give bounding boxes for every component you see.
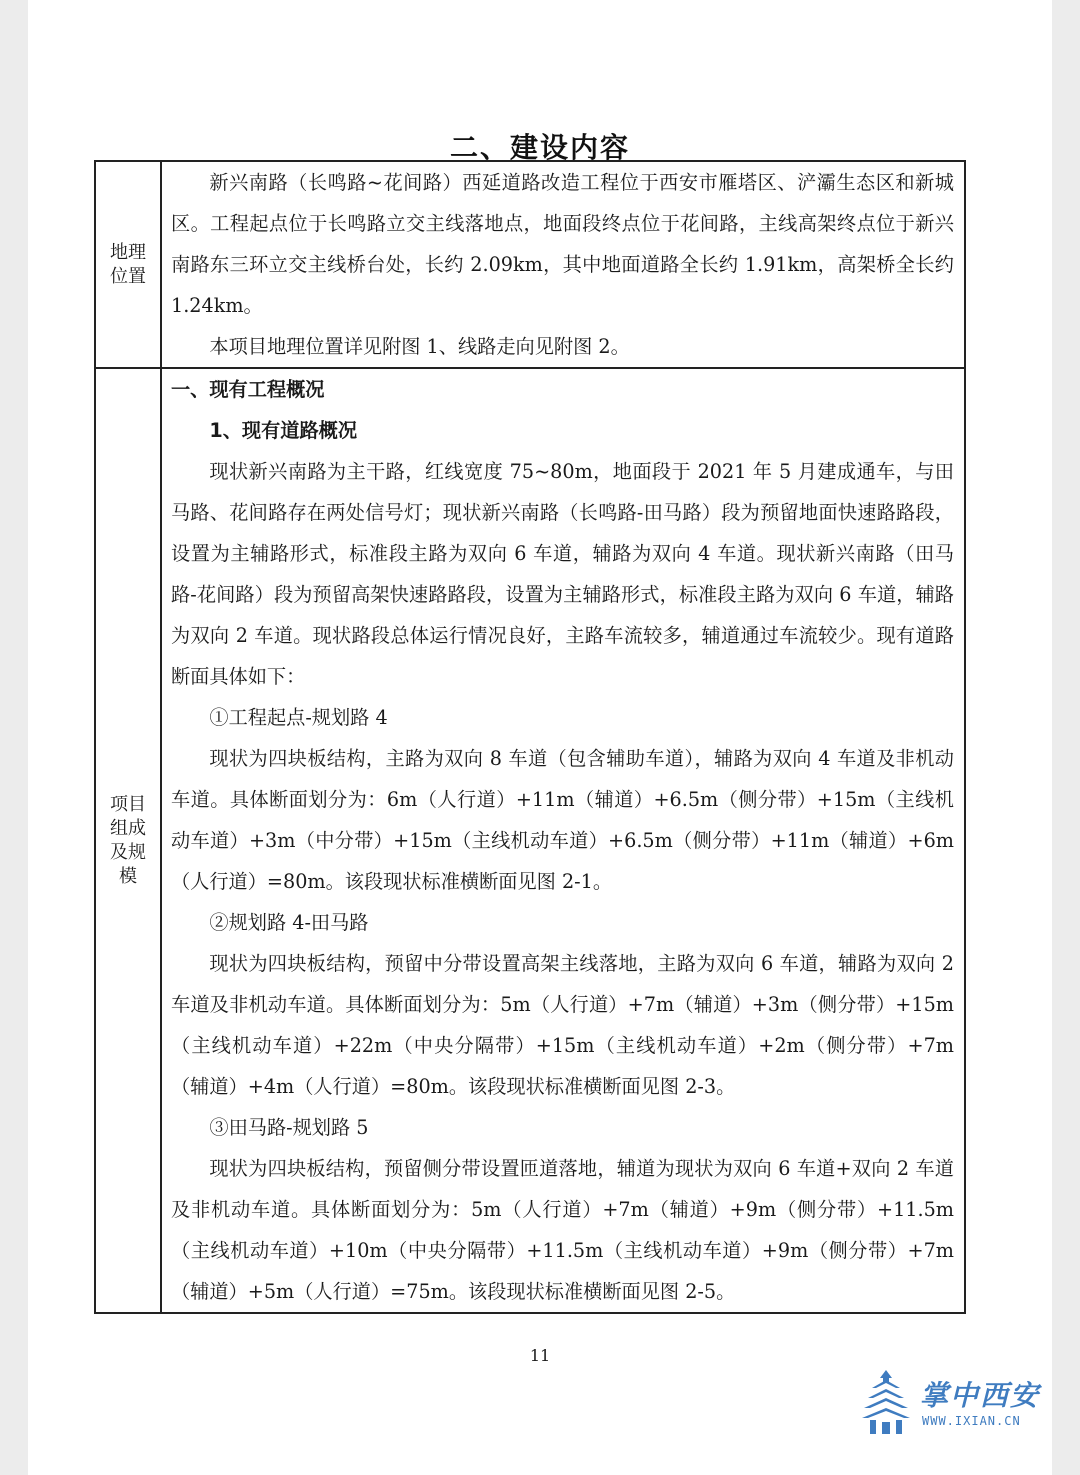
row-label-composition [95, 368, 161, 1313]
paragraph-intro: 现状新兴南路为主干路，红线宽度 75~80m，地面段于 2021 年 5 月建成通车，与田马路、花间路存在两处信号灯；现状新兴南路（长鸣路-田马路）段为预留地面快速路路段，设置为主辅路形式，标准段主路为双向 6 车道，辅路为双向 4 车道。现状新兴南路（田马路-花间路）段为预留高架快速路路段，设置为主辅路形式，标准段主路为双向 6 车道，辅路为双向 2 车道。现状路段总体运行情况良好，主路车流较多，辅道通过车流较少。现有道路断面具体如下： [171, 460, 954, 688]
heading-level-1: 一、现有工程概况 [171, 378, 325, 401]
segment-heading: ①工程起点-规划路 4 [209, 706, 388, 729]
label-text: 项目 组成 及规 模 [110, 793, 146, 887]
watermark-brand: 掌中西安 [920, 1379, 1041, 1412]
composition-content [161, 368, 965, 1313]
segment-heading: ②规划路 4-田马路 [209, 911, 369, 934]
segment-text: 现状为四块板结构，预留侧分带设置匝道落地，辅道为现状为双向 6 车道+双向 2 车道及非机动车道。具体断面划分为：5m（人行道）+7m（辅道）+9m（侧分带）+11.5m（主线机动车道）+10m（中央分隔带）+11.5m（主线机动车道）+9m（侧分带）+7m（辅道）+5m（人行道）=75m。该段现状标准横断面见图 2-5。 [171, 1157, 954, 1303]
watermark-url: WWW.IXIAN.CN [922, 1414, 1021, 1428]
content-table [94, 160, 966, 1314]
label-text: 地理 位置 [110, 241, 146, 287]
segment-text: 现状为四块板结构，预留中分带设置高架主线落地，主路为双向 6 车道，辅路为双向 2 车道及非机动车道。具体断面划分为：5m（人行道）+7m（辅道）+3m（侧分带）+15m（主线机动车道）+22m（中央分隔带）+15m（主线机动车道）+2m（侧分带）+7m（辅道）+4m（人行道）=80m。该段现状标准横断面见图 2-3。 [171, 952, 954, 1098]
watermark [862, 1366, 1062, 1446]
segment-heading: ③田马路-规划路 5 [209, 1116, 369, 1139]
section-title: 二、建设内容 [449, 131, 630, 164]
tower-logo-icon [862, 1370, 910, 1434]
page-number: 11 [529, 1346, 551, 1365]
row-label-location [95, 161, 161, 368]
table-row-composition [95, 368, 965, 1313]
paragraph: 新兴南路（长鸣路~花间路）西延道路改造工程位于西安市雁塔区、浐灞生态区和新城区。工程起点位于长鸣路立交主线落地点，地面段终点位于花间路，主线高架终点位于新兴南路东三环立交主线桥台处，长约 2.09km，其中地面道路全长约 1.91km，高架桥全长约 1.24km。 [171, 171, 954, 317]
location-content [161, 161, 965, 368]
segment-text: 现状为四块板结构，主路为双向 8 车道（包含辅助车道），辅路为双向 4 车道及非机动车道。具体断面划分为：6m（人行道）+11m（辅道）+6.5m（侧分带）+15m（主线机动车道）+3m（中分带）+15m（主线机动车道）+6.5m（侧分带）+11m（辅道）+6m（人行道）=80m。该段现状标准横断面见图 2-1。 [171, 747, 954, 893]
heading-level-2: 1、现有道路概况 [209, 419, 358, 442]
table-row-location [95, 161, 965, 368]
paragraph: 本项目地理位置详见附图 1、线路走向见附图 2。 [209, 335, 630, 358]
